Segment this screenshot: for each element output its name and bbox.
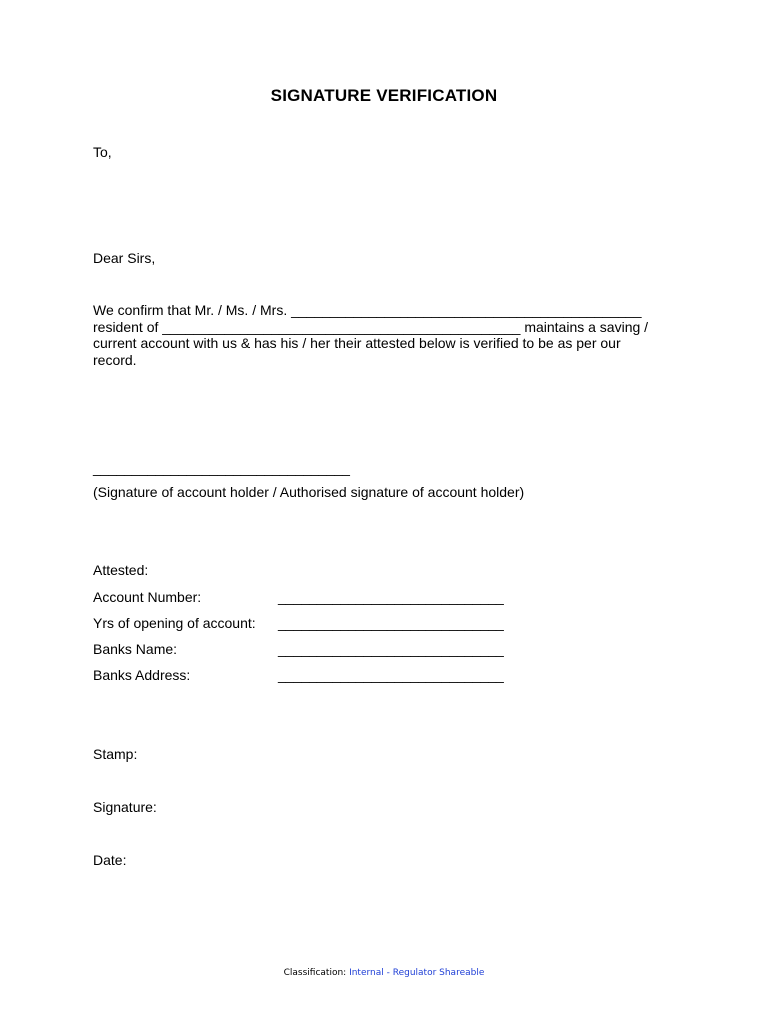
signature-label: Signature: [93, 799, 157, 815]
banks-name-blank: _____________________________ [278, 641, 504, 657]
signature-caption: (Signature of account holder / Authorised signature of account holder) [93, 484, 525, 500]
document-title: SIGNATURE VERIFICATION [270, 86, 498, 105]
paragraph-line: record. [93, 351, 137, 368]
yrs-opening-blank: _____________________________ [278, 615, 504, 631]
banks-name-label: Banks Name: [93, 641, 178, 657]
greeting: Dear Sirs, [93, 250, 156, 266]
classification-footer [0, 968, 768, 978]
paragraph-line: resident of ______________________________________________ maintains a saving / [93, 318, 649, 335]
account-number-label: Account Number: [93, 589, 202, 605]
classification-value: Internal - Regulator Shareable [349, 968, 485, 978]
account-number-blank: _____________________________ [278, 589, 504, 605]
paragraph-line: We confirm that Mr. / Ms. / Mrs. _____________________________________________ [93, 302, 642, 318]
banks-address-blank: _____________________________ [278, 667, 504, 683]
paragraph-line: current account with us & has his / her their attested below is verified to be as per our [93, 335, 621, 351]
classification-label: Classification: [283, 968, 350, 978]
date-label: Date: [93, 852, 127, 868]
banks-address-label: Banks Address: [93, 667, 191, 683]
salutation-to: To, [93, 144, 112, 160]
signature-blank-line: _________________________________ [93, 460, 350, 476]
yrs-opening-label: Yrs of opening of account: [93, 615, 256, 631]
stamp-label: Stamp: [93, 746, 138, 762]
attested-label: Attested: [93, 562, 149, 578]
confirmation-paragraph [93, 302, 683, 368]
